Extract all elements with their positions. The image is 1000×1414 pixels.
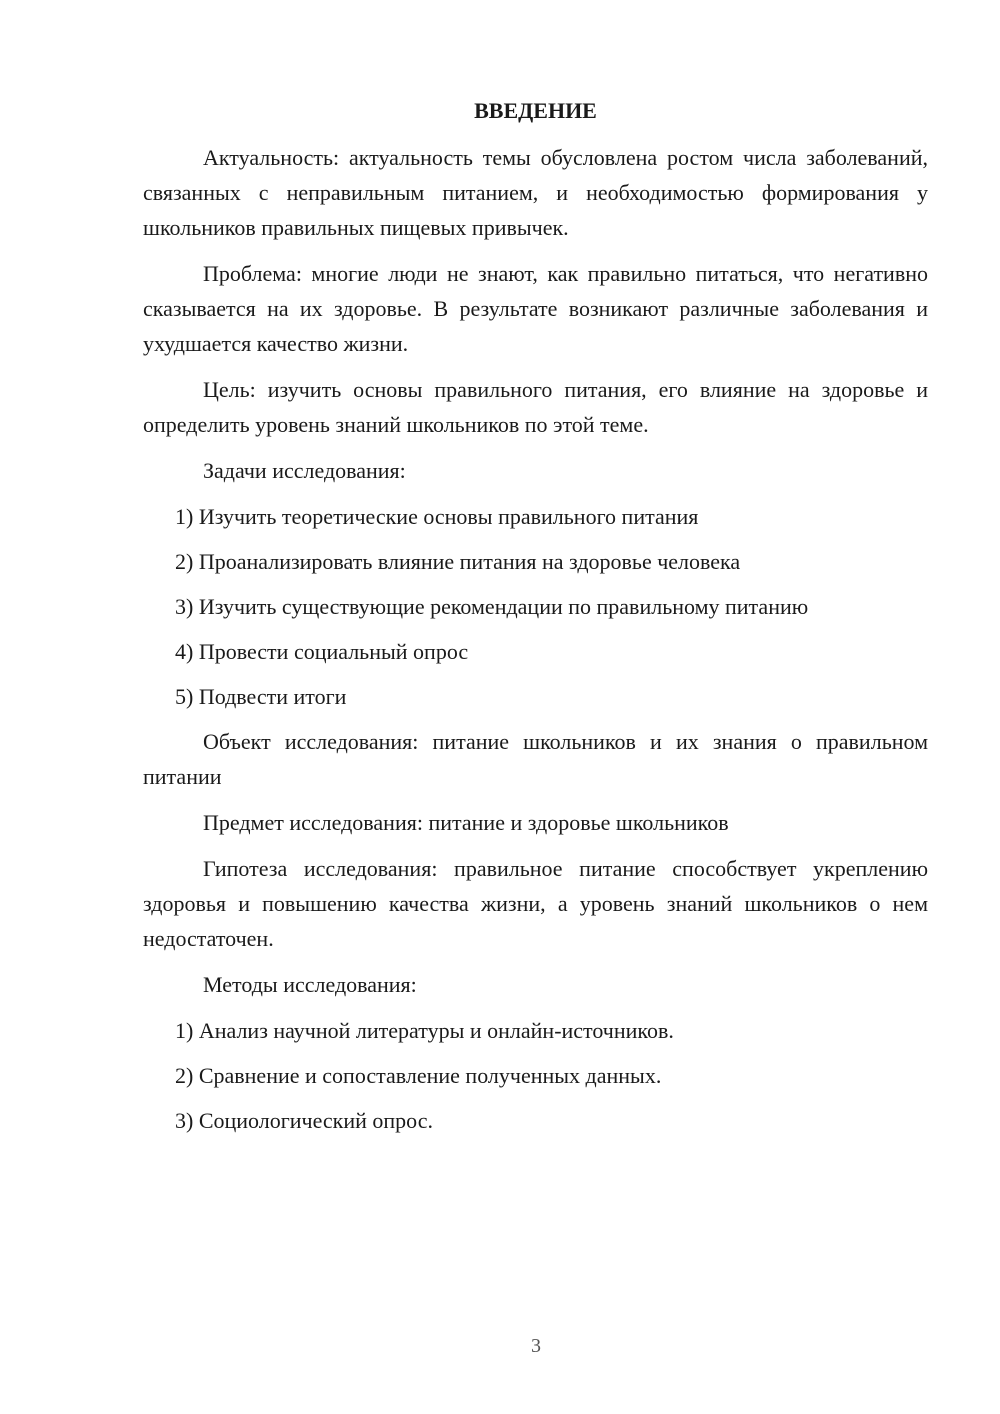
task-item-3: 3) Изучить существующие рекомендации по правильному питанию bbox=[175, 594, 809, 619]
method-item-2: 2) Сравнение и сопоставление полученных данных. bbox=[175, 1063, 662, 1088]
method-item-3: 3) Социологический опрос. bbox=[175, 1108, 433, 1133]
tasks-heading: Задачи исследования: bbox=[203, 458, 406, 483]
task-item-2: 2) Проанализировать влияние питания на здоровье человека bbox=[175, 549, 741, 574]
subject-paragraph: Предмет исследования: питание и здоровье школьников bbox=[203, 810, 729, 835]
goal-paragraph: Цель: изучить основы правильного питания, его влияние на здоровье и определить уровень знаний школьников по этой теме. bbox=[143, 377, 928, 437]
task-item-5: 5) Подвести итоги bbox=[175, 684, 347, 709]
relevance-paragraph: Актуальность: актуальность темы обусловлена ростом числа заболеваний, связанных с неправильным питанием, и необходимостью формирования у школьников правильных пищевых привычек. bbox=[143, 145, 928, 240]
task-item-1: 1) Изучить теоретические основы правильного питания bbox=[175, 504, 699, 529]
object-paragraph: Объект исследования: питание школьников и их знания о правильном питании bbox=[143, 729, 928, 789]
task-item-4: 4) Провести социальный опрос bbox=[175, 639, 469, 664]
method-item-1: 1) Анализ научной литературы и онлайн-источников. bbox=[175, 1018, 674, 1043]
hypothesis-paragraph: Гипотеза исследования: правильное питание способствует укреплению здоровья и повышению качества жизни, а уровень знаний школьников о нем недостаточен. bbox=[143, 856, 928, 951]
section-title: ВВЕДЕНИЕ bbox=[474, 98, 597, 123]
page-number: 3 bbox=[531, 1335, 541, 1357]
methods-heading: Методы исследования: bbox=[203, 972, 417, 997]
problem-paragraph: Проблема: многие люди не знают, как правильно питаться, что негативно сказывается на их здоровье. В результате возникают различные заболевания и ухудшается качество жизни. bbox=[143, 261, 928, 356]
page-content bbox=[143, 96, 928, 1148]
